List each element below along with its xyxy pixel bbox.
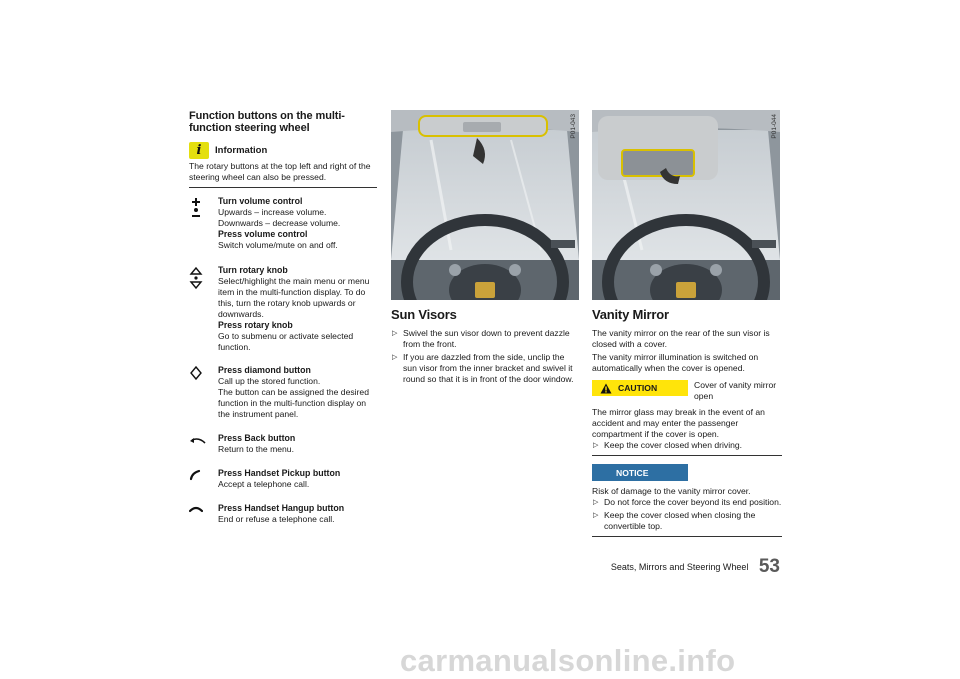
function-title: Press Handset Pickup button bbox=[218, 468, 341, 478]
bullet-triangle-icon: ▷ bbox=[593, 442, 599, 449]
notice-text: Risk of damage to the vanity mirror cover. bbox=[592, 486, 751, 496]
divider bbox=[592, 455, 782, 456]
function-item bbox=[189, 196, 377, 251]
vanity-mirror-intro-2: The vanity mirror illumination is switched on automatically when the cover is opened. bbox=[592, 352, 759, 373]
handset-pickup-icon bbox=[189, 468, 203, 486]
caution-bullet: ▷ Keep the cover closed when driving. bbox=[593, 440, 743, 450]
function-description: The button can be assigned the desired function in the multi-function display on the instrument panel. bbox=[218, 387, 369, 419]
function-title: Press volume control bbox=[218, 229, 308, 239]
function-description: Call up the stored function. bbox=[218, 376, 321, 386]
page-footer bbox=[594, 556, 780, 578]
function-description: End or refuse a telephone call. bbox=[218, 514, 335, 524]
vanity-mirror-column bbox=[592, 110, 782, 537]
function-description: Go to submenu or activate selected function. bbox=[218, 331, 354, 352]
instruction-bullet: ▷ Swivel the sun visor down to prevent dazzle from the front. bbox=[392, 328, 570, 349]
instruction-bullet: ▷ Keep the cover closed when closing the convertible top. bbox=[593, 510, 756, 531]
caution-text: The mirror glass may break in the event of an accident and may enter the passenger compartment if the cover is open. bbox=[592, 407, 765, 439]
function-title: Press Back button bbox=[218, 433, 296, 443]
function-description: Return to the menu. bbox=[218, 444, 294, 454]
function-description: Select/highlight the main menu or menu item in the multi-function display. To do this, turn the rotary knob upwards or downwards. bbox=[218, 276, 370, 319]
bullet-triangle-icon: ▷ bbox=[593, 512, 599, 519]
function-item bbox=[189, 365, 377, 420]
caution-label: CAUTION bbox=[618, 383, 658, 393]
volume-icon bbox=[189, 196, 203, 225]
function-title: Press rotary knob bbox=[218, 320, 293, 330]
information-label: Information bbox=[215, 145, 268, 156]
page-number: 53 bbox=[758, 556, 780, 577]
photo-code: P01-044 bbox=[771, 114, 778, 139]
instruction-bullet: ▷ If you are dazzled from the side, unclip the sun visor from the inner bracket and swivel it round so that it is in front of the door window. bbox=[392, 352, 574, 384]
information-icon: i bbox=[189, 142, 209, 159]
function-list bbox=[189, 196, 377, 525]
sun-visors-column bbox=[391, 110, 579, 387]
function-description: Accept a telephone call. bbox=[218, 479, 310, 489]
bullet-triangle-icon: ▷ bbox=[593, 499, 599, 506]
vanity-mirror-photo bbox=[592, 110, 780, 300]
function-item bbox=[189, 503, 377, 525]
function-title: Turn rotary knob bbox=[218, 265, 288, 275]
function-description: Downwards – decrease volume. bbox=[218, 218, 341, 228]
information-header bbox=[189, 142, 377, 159]
function-title: Press Handset Hangup button bbox=[218, 503, 345, 513]
function-description: Upwards – increase volume. bbox=[218, 207, 327, 217]
divider bbox=[189, 187, 377, 188]
vanity-mirror-intro: The vanity mirror on the rear of the sun visor is closed with a cover. bbox=[592, 328, 770, 349]
steering-wheel-functions-column bbox=[189, 110, 377, 525]
sun-visors-heading: Sun Visors bbox=[391, 307, 457, 322]
information-text: The rotary buttons at the top left and right of the steering wheel can also be pressed. bbox=[189, 161, 371, 182]
sun-visor-photo bbox=[391, 110, 579, 300]
chapter-title: Seats, Mirrors and Steering Wheel bbox=[610, 562, 749, 572]
sun-visor-instructions bbox=[391, 328, 579, 385]
watermark: carmanualsonline.info bbox=[400, 643, 736, 678]
section-heading: Function buttons on the multi-function steering wheel bbox=[189, 110, 345, 134]
caution-side-text: Cover of vanity mirror open bbox=[694, 380, 777, 401]
instruction-bullet: ▷ Do not force the cover beyond its end position. bbox=[593, 497, 782, 507]
back-arrow-icon bbox=[189, 433, 203, 451]
photo-code: P01-043 bbox=[570, 114, 577, 139]
bullet-triangle-icon: ▷ bbox=[392, 354, 398, 361]
notice-instructions bbox=[592, 497, 782, 532]
vanity-mirror-heading: Vanity Mirror bbox=[592, 307, 669, 322]
function-title: Turn volume control bbox=[218, 196, 303, 206]
handset-hangup-icon bbox=[189, 503, 203, 521]
function-title: Press diamond button bbox=[218, 365, 311, 375]
caution-row bbox=[592, 380, 782, 402]
rotary-knob-icon bbox=[189, 265, 203, 296]
bullet-triangle-icon: ▷ bbox=[392, 330, 398, 337]
notice-badge: NOTICE bbox=[592, 464, 688, 481]
function-description: Switch volume/mute on and off. bbox=[218, 240, 338, 250]
divider bbox=[592, 536, 782, 537]
warning-triangle-icon bbox=[600, 383, 612, 394]
function-item bbox=[189, 468, 377, 490]
function-item bbox=[189, 265, 377, 353]
caution-badge bbox=[592, 380, 688, 396]
diamond-button-icon bbox=[189, 365, 203, 386]
function-item bbox=[189, 433, 377, 455]
